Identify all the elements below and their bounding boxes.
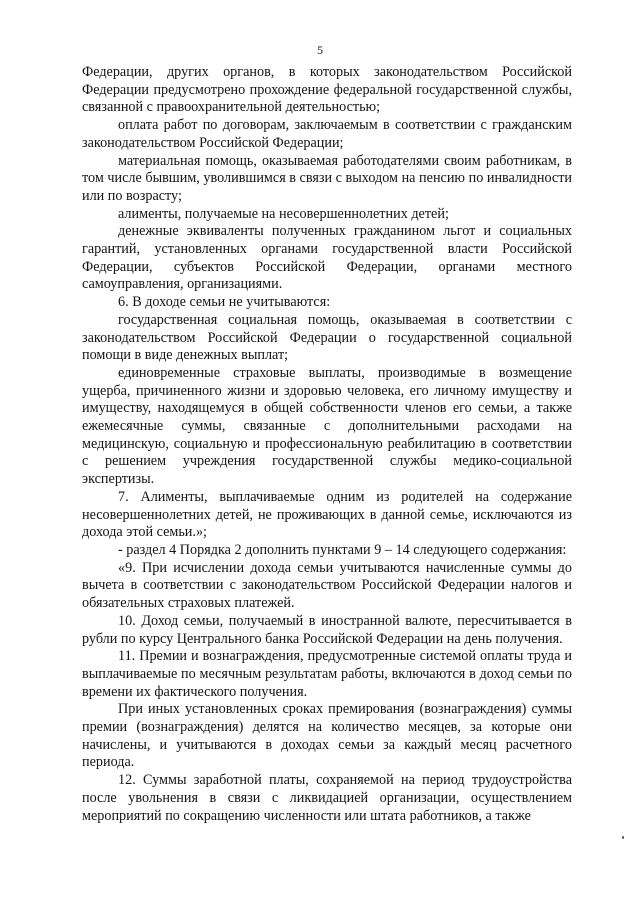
paragraph: единовременные страховые выплаты, производимые в возмещение ущерба, причиненного жизни и здоровью человека, его личному имуществу и имуществу, находящемуся в общей собственности членов его семьи, а также ежемесячные суммы, связанные с дополнительными расходами на медицинскую, социальную и профессиональную реабилитацию в соответствии с решением учреждения государственной службы медико-социальной экспертизы.	[82, 364, 572, 488]
paragraph: 7. Алименты, выплачиваемые одним из родителей на содержание несовершеннолетних детей, не проживающих в данной семье, исключаются из дохода этой семьи.»;	[82, 488, 572, 541]
paragraph: государственная социальная помощь, оказываемая в соответствии с законодательством Российской Федерации о государственной социальной помощи в виде денежных выплат;	[82, 311, 572, 364]
paragraph: При иных установленных сроках премирования (вознаграждения) суммы премии (вознаграждения) делятся на количество месяцев, за которые они начислены, и учитываются в доходах семьи за каждый месяц расчетного периода.	[82, 701, 572, 771]
paragraph: алименты, получаемые на несовершеннолетних детей;	[118, 205, 449, 222]
scan-speck	[622, 836, 624, 839]
paragraph: 6. В доходе семьи не учитываются:	[118, 294, 331, 311]
paragraph: оплата работ по договорам, заключаемым в соответствии с гражданским законодательством Российской Федерации;	[82, 117, 572, 151]
document-body	[82, 64, 572, 825]
page-number: 5	[317, 43, 323, 57]
paragraph: - раздел 4 Порядка 2 дополнить пунктами 9 – 14 следующего содержания:	[118, 541, 567, 558]
paragraph: «9. При исчислении дохода семьи учитываются начисленные суммы до вычета в соответствии с законодательством Российской Федерации налогов и обязательных страховых платежей.	[82, 559, 572, 612]
paragraph: Федерации, других органов, в которых законодательством Российской Федерации предусмотрено прохождение федеральной государственной службы, связанной с правоохранительной деятельностью;	[82, 64, 572, 116]
paragraph: 10. Доход семьи, получаемый в иностранной валюте, пересчитывается в рубли по курсу Центрального банка Российской Федерации на день получения.	[82, 612, 572, 647]
paragraph: денежные эквиваленты полученных гражданином льгот и социальных гарантий, установленных органами государственной власти Российской Федерации, субъектов Российской Федерации, органами местного самоуправления, организациями.	[82, 223, 572, 293]
paragraph: 12. Суммы заработной платы, сохраняемой на период трудоустройства после увольнения в связи с ликвидацией организации, осуществлением мероприятий по сокращению численности или штата работников, а также	[82, 772, 572, 824]
paragraph: 11. Премии и вознаграждения, предусмотренные системой оплаты труда и выплачиваемые по месячным результатам работы, включаются в доход семьи по времени их фактического получения.	[82, 648, 572, 700]
paragraph: материальная помощь, оказываемая работодателями своим работникам, в том числе бывшим, уволившимся в связи с выходом на пенсию по инвалидности или по возрасту;	[82, 152, 572, 204]
